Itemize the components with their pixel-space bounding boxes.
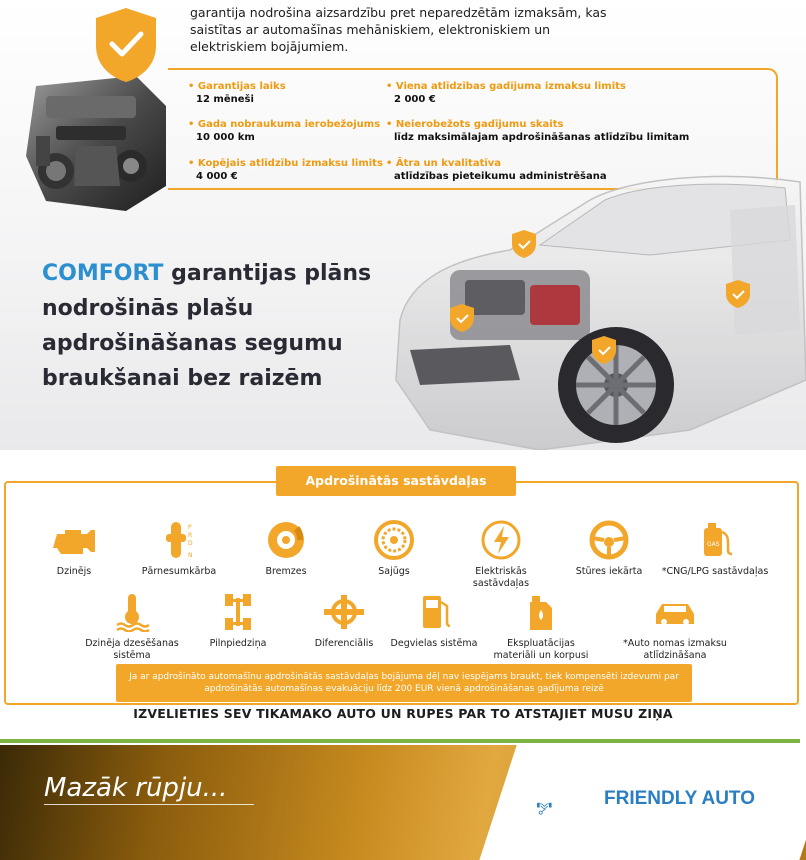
feature-claim-limit: • Viena atlīdzības gadījuma izmaksu limits 2 000 € [386,80,626,106]
component-cng-lpg: GAS *CNG/LPG sastāvdaļas [660,520,770,578]
component-awd: Pilnpiedziņa [183,592,293,650]
gas-icon [692,520,738,560]
brake-disc-icon [263,520,309,560]
svg-text:P: P [188,524,192,531]
evacuation-notice: Ja ar apdrošināto automašīnu apdrošinātās sastāvdaļas bojājuma dēļ nav iespējams braukt, tiek kompensēti izdevumi par apdrošinātās automašīnas evakuāciju līdz 200 EUR vienā apdrošināšanas gadījuma reizē [116,664,692,702]
component-differential: Diferenciālis [289,592,399,650]
feature-warranty-period: • Garantijas laiks 12 mēneši [188,80,286,106]
feature-fast-service: • Ātra un kvalitatīva atlīdzības pieteikumu administrēšana [386,157,607,183]
brand-name: FRIENDLY AUTO [604,788,755,809]
component-steering: Stūres iekārta [554,520,664,578]
component-cooling: Dzinēja dzesēšanas sistēma [77,592,187,662]
lightning-icon [478,520,524,560]
component-rental-car: *Auto nomas izmaksu atlīdzināšana [620,592,730,662]
differential-icon [321,592,367,632]
headline-accent: COMFORT [42,261,164,286]
component-clutch: Sajūgs [339,520,449,578]
svg-text:R: R [188,532,193,539]
component-electrical: Elektriskās sastāvdaļas [446,520,556,590]
car-illustration [390,130,806,450]
component-engine: Dzinējs [19,520,129,578]
component-brakes: Bremzes [231,520,341,578]
headline-text: garantijas plāns nodrošinās plašu apdrošināšanas segumu braukšanai bez raizēm [42,261,372,391]
rental-car-icon [652,592,698,632]
component-gearbox: P R D N Pārnesumkārba [124,520,234,578]
engine-icon [51,520,97,560]
fuel-pump-icon [411,592,457,632]
banner-tagline: Mazāk rūpju... [44,773,228,803]
feature-mileage-limit: • Gada nobraukuma ierobežojums 10 000 km [188,118,380,144]
awd-icon [215,592,261,632]
components-title: Apdrošinātās sastāvdaļas [276,466,516,496]
clutch-icon [371,520,417,560]
feature-total-limit: • Kopējais atlīdzību izmaksu limits 4 000 € [188,157,383,183]
headline [42,256,372,396]
svg-text:GAS: GAS [707,541,720,548]
gearbox-icon [156,520,202,560]
feature-unlimited-claims: • Neierobežots gadījumu skaits līdz maksimālajam apdrošināšanas atlīdzību limitam [386,118,689,144]
component-consumables: Ekspluatācijas materiāli un korpusi [486,592,596,662]
steering-wheel-icon [586,520,632,560]
svg-text:D: D [188,540,193,547]
component-fuel-system: Degvielas sistēma [379,592,489,650]
call-to-action: IZVELIETIES SEV TIKAMAKO AUTO UN RUPES PAR TO ATSTAJIET MUSU ZIŅA [133,706,673,721]
handshake-key-logo-icon [536,778,606,838]
coolant-icon [109,592,155,632]
oil-can-icon [518,592,564,632]
divider [0,739,800,743]
svg-text:N: N [188,552,193,559]
shield-check-icon [92,6,160,84]
intro-text: garantija nodrošina aizsardzību pret neparedzētām izmaksām, kas saistītas ar automašīnas mehāniskiem, elektroniskiem un elektriskiem bojājumiem. [190,5,607,54]
